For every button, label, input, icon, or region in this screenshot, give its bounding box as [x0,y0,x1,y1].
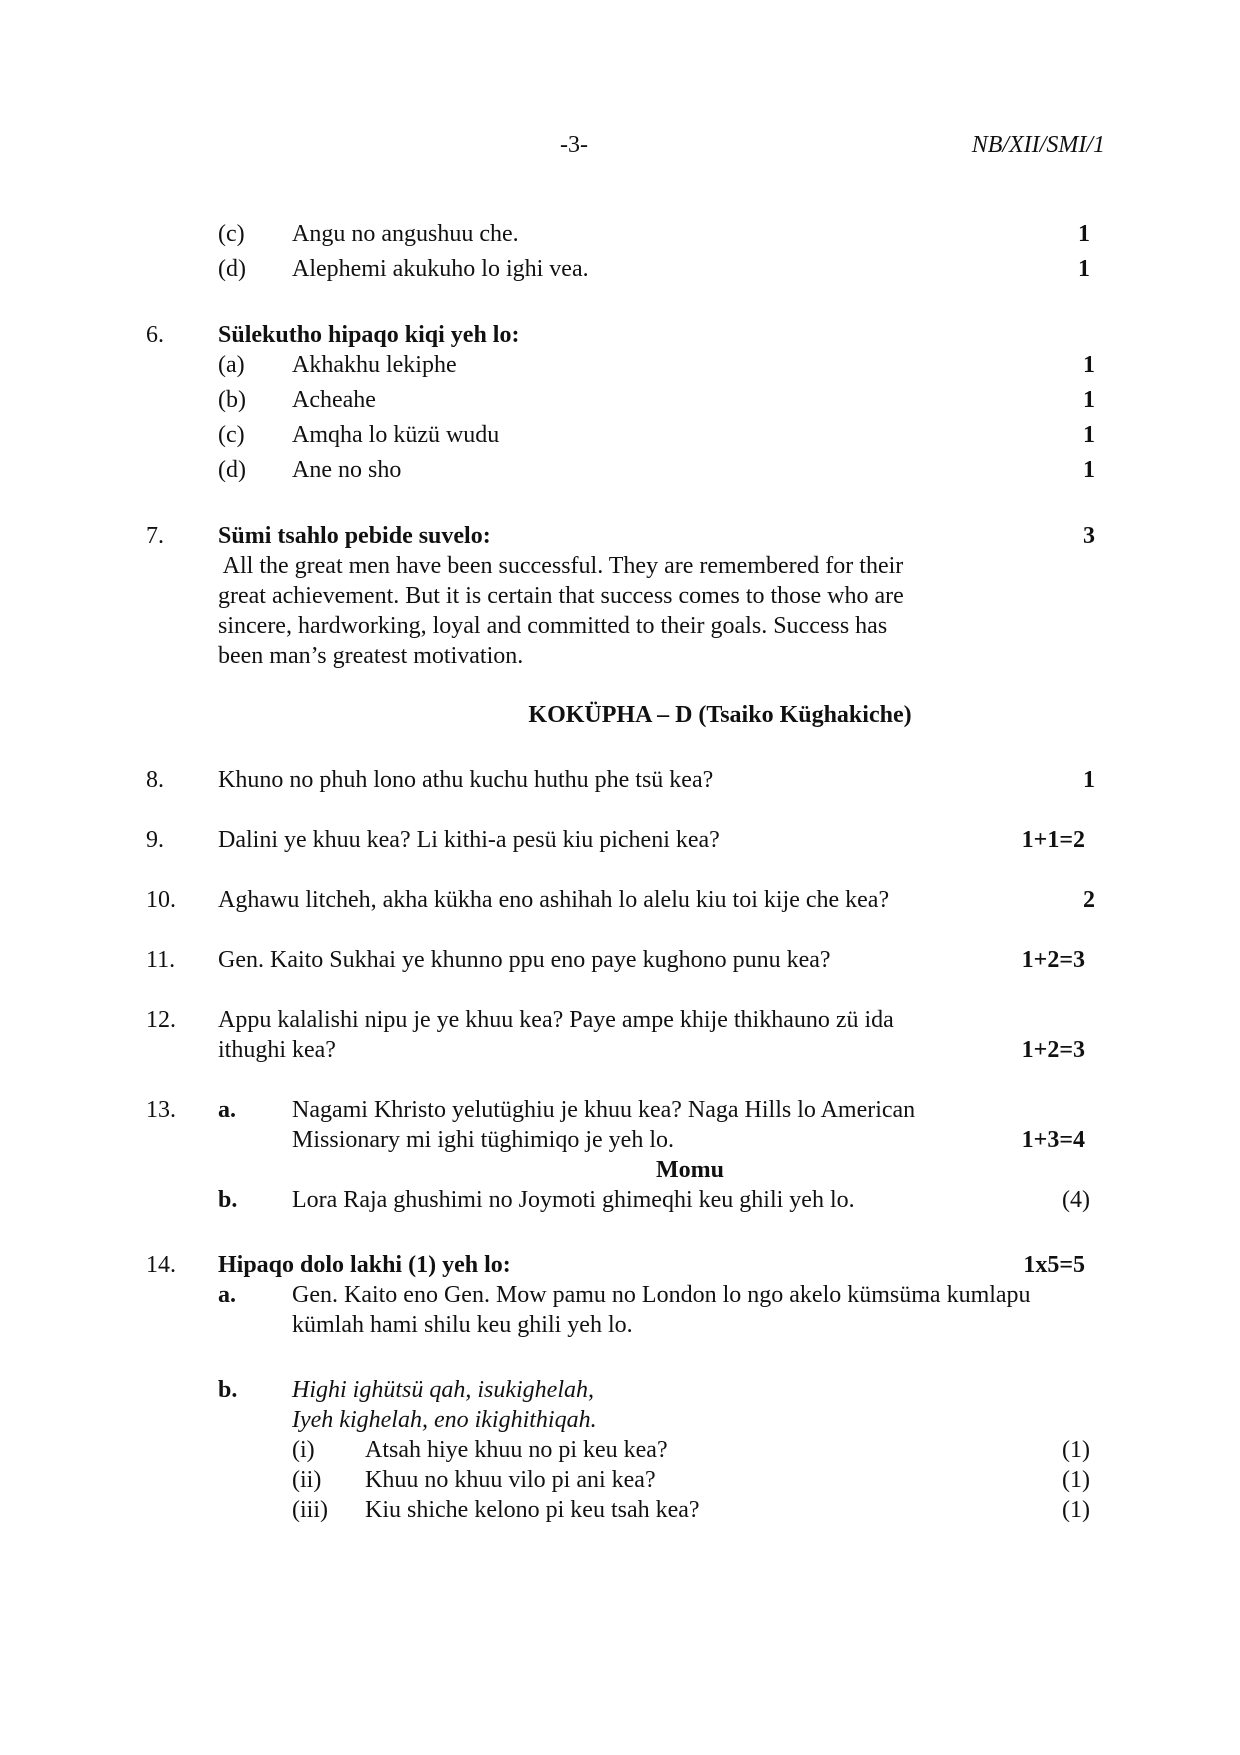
question-number: 7. [146,523,164,549]
item-text: Acheahe [292,387,376,413]
item-marks: 1 [1083,352,1095,378]
item-text: Akhakhu lekiphe [292,352,457,378]
question-number: 9. [146,827,164,853]
question-text: Dalini ye khuu kea? Li kithi-a pesü kiu picheni kea? [218,827,720,853]
sub-item-marks: (1) [1062,1467,1090,1493]
poem-line: Iyeh kighelah, eno ikighithiqah. [292,1407,597,1433]
item-marks: 1 [1083,457,1095,483]
item-marks: 1 [1083,422,1095,448]
sub-item-marks: (1) [1062,1497,1090,1523]
question-text: Gen. Kaito Sukhai ye khunno ppu eno paye kughono punu kea? [218,947,831,973]
sub-label: b. [218,1187,238,1213]
question-marks: 1+2=3 [1021,1037,1085,1063]
sub-item-label: (i) [292,1437,315,1463]
poem-line: Highi ighütsü qah, isukighelah, [292,1377,594,1403]
sub-text: Nagami Khristo yelutüghiu je khuu kea? Naga Hills lo American [292,1097,916,1123]
sub-label: a. [218,1097,236,1123]
question-text: ithughi kea? [218,1037,336,1063]
sub-text: kümlah hami shilu keu ghili yeh lo. [292,1312,633,1338]
question-marks: 1 [1083,767,1095,793]
sub-text: Gen. Kaito eno Gen. Mow pamu no London lo ngo akelo kümsüma kumlapu [292,1282,1031,1308]
question-title: Hipaqo dolo lakhi (1) yeh lo: [218,1252,511,1278]
sub-item-text: Atsah hiye khuu no pi keu kea? [365,1437,668,1463]
question-number: 10. [146,887,176,913]
question-number: 13. [146,1097,176,1123]
item-marks: 1 [1083,387,1095,413]
item-text: Amqha lo küzü wudu [292,422,500,448]
question-text: Khuno no phuh lono athu kuchu huthu phe tsü kea? [218,767,714,793]
passage-line: sincere, hardworking, loyal and committed to their goals. Success has [218,613,888,639]
sub-text: Missionary mi ighi tüghimiqo je yeh lo. [292,1127,674,1153]
question-marks: 1x5=5 [1023,1252,1085,1278]
item-label: (b) [218,387,246,413]
question-number: 14. [146,1252,176,1278]
question-title: Sülekutho hipaqo kiqi yeh lo: [218,322,520,348]
sub-marks: 1+3=4 [1021,1127,1085,1153]
item-marks: 1 [1078,221,1090,247]
sub-item-label: (ii) [292,1467,322,1493]
question-number: 8. [146,767,164,793]
item-label: (c) [218,221,245,247]
item-label: (c) [218,422,245,448]
question-marks: 3 [1083,523,1095,549]
section-heading: KOKÜPHA – D (Tsaiko Küghakiche) [528,702,912,728]
sub-label: a. [218,1282,236,1308]
question-marks: 2 [1083,887,1095,913]
item-text: Alephemi akukuho lo ighi vea. [292,256,589,282]
question-title: Sümi tsahlo pebide suvelo: [218,523,491,549]
passage-line: great achievement. But it is certain that success comes to those who are [218,583,904,609]
paper-code: NB/XII/SMI/1 [971,132,1105,158]
question-marks: 1+1=2 [1021,827,1085,853]
sub-item-text: Kiu shiche kelono pi keu tsah kea? [365,1497,700,1523]
sub-label: b. [218,1377,238,1403]
item-text: Ane no sho [292,457,402,483]
sub-item-label: (iii) [292,1497,328,1523]
question-number: 12. [146,1007,176,1033]
question-number: 6. [146,322,164,348]
item-label: (a) [218,352,245,378]
or-separator: Momu [656,1157,724,1183]
item-marks: 1 [1078,256,1090,282]
question-text: Appu kalalishi nipu je ye khuu kea? Paye ampe khije thikhauno zü ida [218,1007,894,1033]
page-number: -3- [560,132,588,158]
item-label: (d) [218,256,246,282]
sub-item-text: Khuu no khuu vilo pi ani kea? [365,1467,656,1493]
sub-item-marks: (1) [1062,1437,1090,1463]
question-text: Aghawu litcheh, akha kükha eno ashihah lo alelu kiu toi kije che kea? [218,887,890,913]
item-label: (d) [218,457,246,483]
question-number: 11. [146,947,176,973]
passage-line: All the great men have been successful. They are remembered for their [218,553,904,579]
sub-text: Lora Raja ghushimi no Joymoti ghimeqhi keu ghili yeh lo. [292,1187,855,1213]
sub-marks: (4) [1062,1187,1090,1213]
passage-line: been man’s greatest motivation. [218,643,524,669]
item-text: Angu no angushuu che. [292,221,519,247]
question-marks: 1+2=3 [1021,947,1085,973]
